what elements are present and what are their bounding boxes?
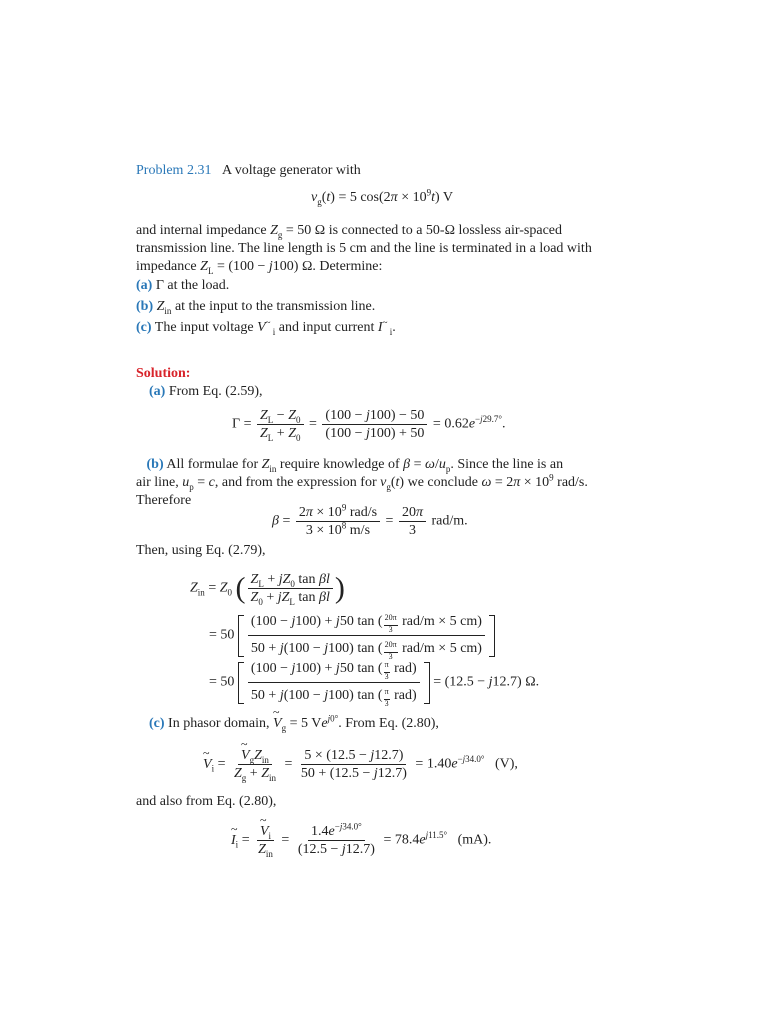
part-c-text: The input voltage xyxy=(154,320,254,335)
problem-intro: A voltage generator with xyxy=(221,163,361,178)
equation-zin-1: $Z_{in} = Z_0$ ( $\frac{Z_L + jZ_0 \tan \beta l}{Z_0 + jZ_L \tan \beta l}$ ) xyxy=(190,571,345,607)
problem-text-3b: Determine: xyxy=(319,259,383,274)
part-c: (c) The input voltage V~ $_i$ and input current I~ $_i$. xyxy=(136,317,396,337)
solution-b-text1: All formulae for xyxy=(166,457,259,472)
problem-text-1b: is connected to a 50-Ω lossless air-spaced xyxy=(328,223,562,238)
part-b: (b) $Z_{in}$ at the input to the transmission line. xyxy=(136,299,376,316)
solution-b-label: (b) xyxy=(146,457,164,472)
solution-b-text3: Therefore xyxy=(136,493,192,508)
equation-zin-2: = 50 (100 − j100) + j50 tan ( $\frac{20\pi}{3}$ rad/m × 5 cm) 50 + j(100 − j100) tan ( $\frac{20\pi}{3}$ rad/m × 5 cm) xyxy=(209,610,495,661)
part-a-text: Γ at the load. xyxy=(155,278,230,293)
solution-a-line xyxy=(149,384,263,400)
solution-b-text1c: Since the line is an xyxy=(457,457,564,472)
equation-vi: ~ $V_i$ = ~ $\frac{V_gZ_{in}}{Z_g + Z_{in}}$ = $\frac{5 \times (12.5 - j12.7)}{50 + (12.5 - j12.7)}$ = $1.40e^{-j34.0^\circ}$ (V), xyxy=(203,748,518,781)
equation-beta: β = $\frac{2\pi \times 10^9 rad/s}{3 \times 10^8 m/s}$ = $\frac{20\pi}{3}$ rad/m. xyxy=(272,502,468,538)
problem-text-2: transmission line. The line length is 5 cm and the line is terminated in a load with xyxy=(136,241,592,256)
problem-text-1: and internal impedance xyxy=(136,223,267,238)
solution-b-text2d: rad/s. xyxy=(557,475,588,490)
solution-b-text2b: and from the expression for xyxy=(221,475,377,490)
part-a-label: (a) xyxy=(136,278,153,293)
part-b-label: (b) xyxy=(136,299,154,314)
problem-text-3a: impedance xyxy=(136,259,197,274)
solution-c-line: (c) In phasor domain, ~ $V_g = 5$ $Ve^{j0^\circ}$. From Eq. (2.80), xyxy=(149,716,439,732)
problem-paragraph: and internal impedance $Z_g = 50$ Ω is connected to a 50-Ω lossless air-spaced transmission line. The line length is 5 cm and the line is terminated in a load with impedance $Z_L = (100 - j100)$ Ω. Determine: xyxy=(136,223,592,276)
solution-c-text: In phasor domain, xyxy=(168,716,270,731)
part-a xyxy=(136,278,229,294)
part-b-text: at the input to the transmission line. xyxy=(174,299,376,314)
equation-ii: ~ $I_i$ = ~ $\frac{V_i}{Z_{in}}$ = $\frac{1.4e^{-j34.0^\circ}}{(12.5 - j12.7)}$ = $78.4e^{j11.5^\circ}$ (mA). xyxy=(231,824,491,857)
equation-vg: $v_g(t) = 5$ $\cos(2\pi \times 10^9t)$ V xyxy=(311,187,454,207)
part-c-label: (c) xyxy=(136,320,152,335)
problem-intro-line xyxy=(136,163,361,179)
also-line: and also from Eq. (2.80), xyxy=(136,794,277,809)
solution-a-label: (a) xyxy=(149,384,166,399)
solution-b-text1b: require knowledge of xyxy=(279,457,400,472)
then-line: Then, using Eq. (2.79), xyxy=(136,543,266,558)
solution-c-text2: From Eq. (2.80), xyxy=(345,716,439,731)
equation-zin-3: = 50 (100 − j100) + j50 tan ( $\frac{\pi}{3}$ rad) 50 + j(100 − j100) tan ( $\frac{\pi}{3}$ rad) = (12.5 − j12.7) Ω. xyxy=(209,657,539,708)
solution-b-paragraph: (b) All formulae for $Z_{in}$ require knowledge of $\beta = \omega/u_p$. Since the line is an air line, $u_p = c$, and from the expression for $v_g(t)$ we conclude $\omega = 2\pi \times 10^9$ rad/s. Therefore xyxy=(136,457,588,508)
solution-a-text: From Eq. (2.59), xyxy=(168,384,263,399)
problem-label: Problem 2.31 xyxy=(136,163,212,178)
equation-gamma: Γ = $\frac{Z_L - Z_0}{Z_L + Z_0}$ = $\frac{(100 - j100) - 50}{(100 - j100) + 50}$ = $0.62e^{-j29.7^\circ}$. xyxy=(232,408,506,443)
solution-heading: Solution: xyxy=(136,366,191,381)
solution-b-text2c: we conclude xyxy=(407,475,478,490)
solution-c-label: (c) xyxy=(149,716,165,731)
part-c-mid: and input current xyxy=(278,320,375,335)
solution-b-text2: air line, xyxy=(136,475,179,490)
